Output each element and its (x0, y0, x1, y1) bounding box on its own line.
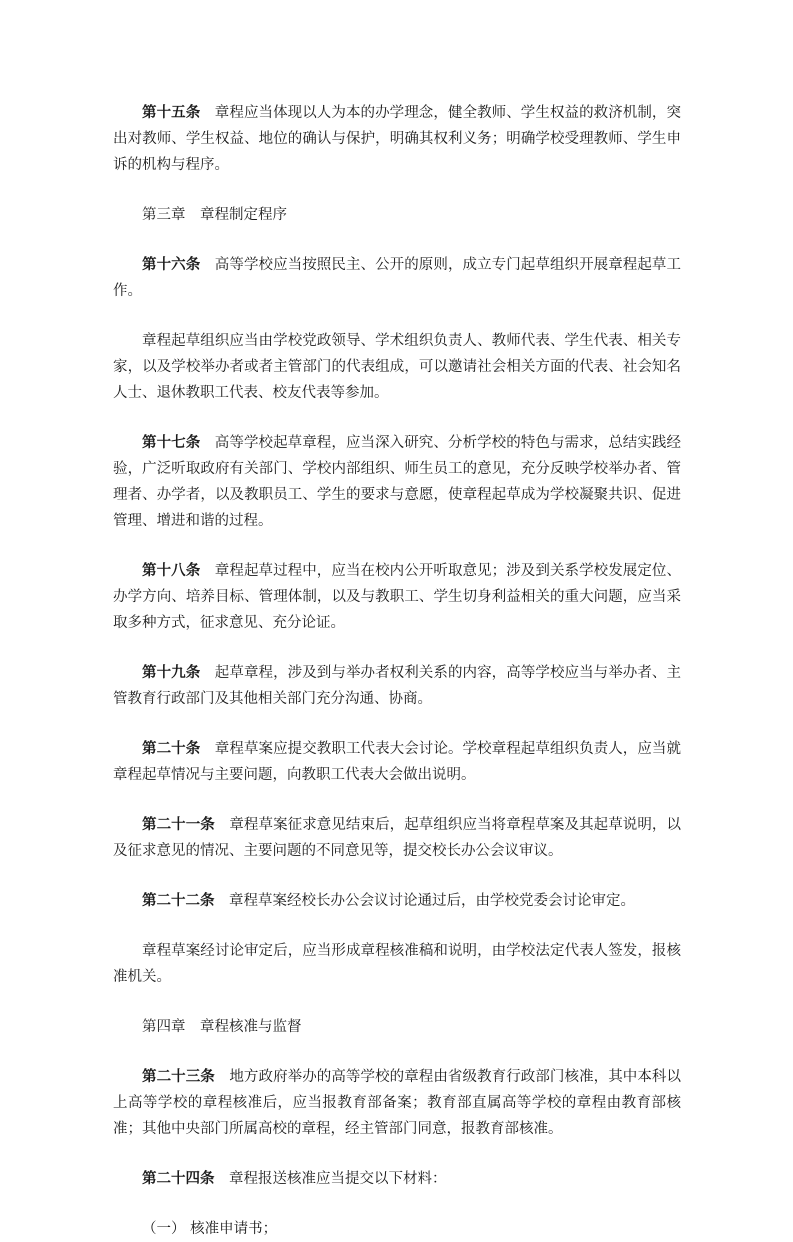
article-text: 章程起草过程中，应当在校内公开听取意见；涉及到关系学校发展定位、办学方向、培养目标、管理体制，以及与教职工、学生切身利益相关的重大问题，应当采取多种方式，征求意见、充分论证。 (113, 563, 682, 631)
article-number: 第十七条 (142, 434, 201, 451)
article-text: 章程应当体现以人为本的办学理念，健全教师、学生权益的救济机制，突出对教师、学生权益、地位的确认与保护，明确其权利义务；明确学校受理教师、学生申诉的机构与程序。 (113, 105, 682, 173)
article-24 (113, 1166, 681, 1192)
chapter-4-heading (113, 1014, 681, 1040)
article-text: 高等学校起草章程，应当深入研究、分析学校的特色与需求，总结实践经验，广泛听取政府有关部门、学校内部组织、师生员工的意见，充分反映学校举办者、管理者、办学者，以及教职员工、学生的要求与意愿，使章程起草成为学校凝聚共识、促进管理、增进和谐的过程。 (113, 435, 682, 529)
chapter-number: 第四章 (142, 1019, 186, 1035)
article-text: 起草章程，涉及到与举办者权利关系的内容，高等学校应当与举办者、主管教育行政部门及其他相关部门充分沟通、协商。 (113, 665, 682, 707)
chapter-number: 第三章 (142, 207, 186, 223)
article-23 (113, 1064, 681, 1142)
article-number: 第二十四条 (142, 1170, 215, 1187)
article-text: 地方政府举办的高等学校的章程由省级教育行政部门核准，其中本科以上高等学校的章程核准后，应当报教育部备案；教育部直属高等学校的章程由教育部核准；其他中央部门所属高校的章程，经主管部门同意，报教育部核准。 (113, 1069, 681, 1137)
article-text: 章程草案征求意见结束后，起草组织应当将章程草案及其起草说明，以及征求意见的情况、主要问题的不同意见等，提交校长办公会议审议。 (113, 817, 681, 859)
article-text: 章程草案经校长办公会议讨论通过后，由学校党委会讨论审定。 (229, 893, 635, 909)
article-18 (113, 558, 681, 636)
article-number: 第十五条 (142, 104, 201, 121)
list-item: （一） 核准申请书； (142, 1221, 278, 1237)
chapter-3-heading (113, 202, 681, 228)
paragraph-text: 章程草案经讨论审定后，应当形成章程核准稿和说明，由学校法定代表人签发，报核准机关。 (113, 943, 681, 985)
article-text: 章程报送核准应当提交以下材料： (229, 1171, 447, 1187)
article-number: 第十六条 (142, 256, 201, 273)
article-number: 第二十二条 (142, 892, 215, 909)
article-20 (113, 736, 681, 788)
chapter-title: 章程核准与监督 (200, 1019, 302, 1035)
article-15 (113, 100, 681, 178)
article-number: 第十八条 (142, 562, 201, 579)
article-number: 第十九条 (142, 664, 201, 681)
article-text: 章程草案应提交教职工代表大会讨论。学校章程起草组织负责人，应当就章程起草情况与主要问题，向教职工代表大会做出说明。 (113, 741, 682, 783)
article-17 (113, 430, 681, 534)
article-22 (113, 888, 681, 914)
article-number: 第二十一条 (142, 816, 215, 833)
paragraph-text: 章程起草组织应当由学校党政领导、学术组织负责人、教师代表、学生代表、相关专家，以及学校举办者或者主管部门的代表组成，可以邀请社会相关方面的代表、社会知名人士、退休教职工代表、校友代表等参加。 (113, 333, 681, 401)
article-number: 第二十三条 (142, 1068, 215, 1085)
chapter-title: 章程制定程序 (200, 207, 287, 223)
article-21 (113, 812, 681, 864)
article-number: 第二十条 (142, 740, 201, 757)
article-text: 高等学校应当按照民主、公开的原则，成立专门起草组织开展章程起草工作。 (113, 257, 682, 299)
article-19 (113, 660, 681, 712)
article-16 (113, 252, 681, 304)
